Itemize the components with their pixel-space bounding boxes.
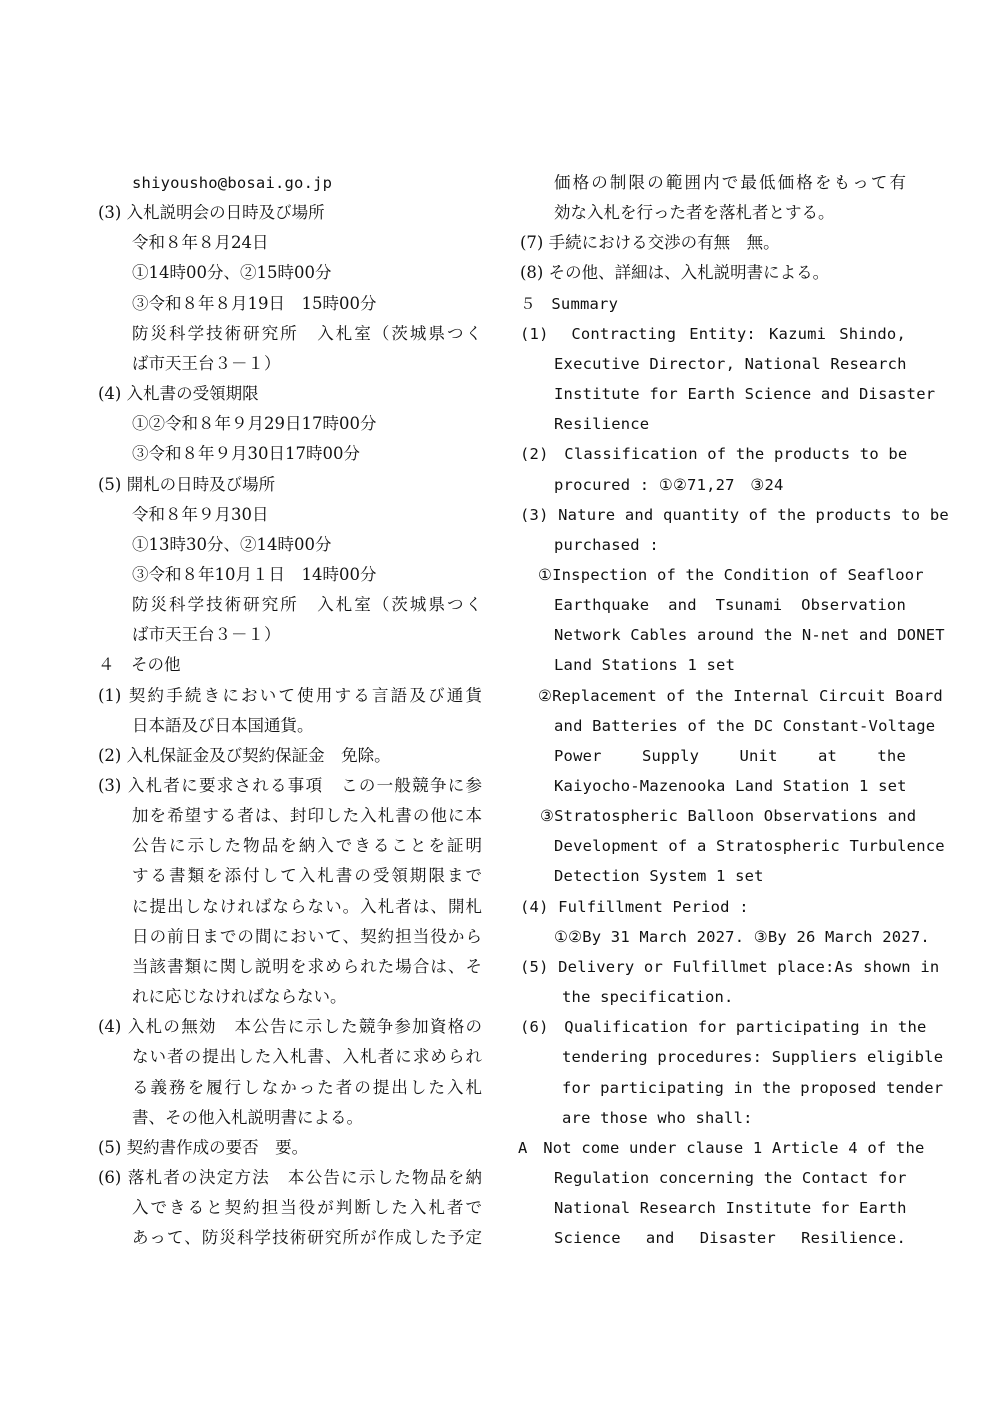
line-text: Detection System 1 set xyxy=(554,867,764,886)
text-line xyxy=(88,258,488,288)
line-text: ①②By 31 March 2027. ③By 26 March 2027. xyxy=(554,927,930,946)
text-line xyxy=(88,922,488,952)
text-line xyxy=(88,982,488,1012)
line-text: 効な入札を行った者を落札者とする。 xyxy=(554,203,835,223)
text-line xyxy=(88,228,488,258)
text-line xyxy=(88,409,488,439)
line-text: A Not come under clause 1 Article 4 of the xyxy=(518,1138,925,1157)
line-text: する書類を添付して入札書の受領期限まで xyxy=(132,866,482,886)
line-text: Science and Disaster Resilience. xyxy=(554,1229,906,1248)
line-text: (5) 契約書作成の要否 要。 xyxy=(98,1137,309,1157)
text-line xyxy=(512,470,912,500)
line-text: (7) 手続における交渉の有無 無。 xyxy=(520,233,780,253)
text-line xyxy=(512,228,912,258)
line-text: tendering procedures: Suppliers eligible xyxy=(562,1048,944,1067)
text-line xyxy=(512,590,912,620)
line-text: あって、防災科学技術研究所が作成した予定 xyxy=(132,1228,482,1248)
line-text: ③令和８年８月19日 15時00分 xyxy=(132,293,377,313)
text-line xyxy=(88,741,488,771)
line-text: purchased : xyxy=(554,535,659,554)
line-text: 日本語及び日本国通貨。 xyxy=(132,715,314,735)
line-text: ば市天王台３－１） xyxy=(132,353,281,373)
text-line xyxy=(512,409,912,439)
text-line xyxy=(88,620,488,650)
text-line xyxy=(88,711,488,741)
line-text: ①13時30分、②14時00分 xyxy=(132,534,332,554)
line-text: (1) Contracting Entity: Kazumi Shindo, xyxy=(520,324,906,343)
text-line xyxy=(88,1223,488,1253)
text-line xyxy=(512,861,912,891)
text-line xyxy=(512,922,930,952)
line-text: ない者の提出した入札書、入札者に求められ xyxy=(132,1047,482,1067)
text-line xyxy=(512,500,949,530)
text-line xyxy=(88,861,488,891)
text-line xyxy=(512,258,912,288)
line-text: (8) その他、詳細は、入札説明書による。 xyxy=(520,263,830,283)
text-line xyxy=(512,439,912,469)
text-line xyxy=(88,1103,488,1133)
text-line xyxy=(88,530,488,560)
line-text: ③令和８年９月30日17時00分 xyxy=(132,444,360,464)
line-text: 公告に示した物品を納入できることを証明 xyxy=(132,836,482,856)
text-line xyxy=(512,741,912,771)
text-line xyxy=(512,319,912,349)
line-text: Kaiyocho-Mazenooka Land Station 1 set xyxy=(554,777,907,795)
text-line xyxy=(512,650,912,680)
line-text: 当該書類に関し説明を求められた場合は、そ xyxy=(132,956,482,976)
line-text: (4) 入札の無効 本公告に示した競争参加資格の xyxy=(98,1017,482,1037)
line-text: ５ Summary xyxy=(520,294,619,313)
line-text: ②Replacement of the Internal Circuit Board xyxy=(538,686,943,705)
line-text: Development of a Stratospheric Turbulence xyxy=(554,837,945,856)
text-line xyxy=(88,379,488,409)
line-text: (4) Fulfillment Period : xyxy=(520,897,749,916)
text-line xyxy=(88,439,488,469)
text-line xyxy=(512,1103,912,1133)
line-text: (5) Delivery or Fulfillmet place:As shown in xyxy=(520,957,940,976)
line-text: 加を希望する者は、封印した入札書の他に本 xyxy=(132,806,482,826)
line-text: (2) Classification of the products to be xyxy=(520,445,908,464)
text-line xyxy=(512,831,945,861)
text-line xyxy=(88,1193,488,1223)
line-text: the specification. xyxy=(562,988,734,1007)
text-line xyxy=(512,289,912,319)
line-text: 令和８年９月30日 xyxy=(132,504,269,524)
line-text: are those who shall: xyxy=(562,1108,753,1127)
line-text: (6) 落札者の決定方法 本公告に示した物品を納 xyxy=(98,1167,482,1187)
text-line xyxy=(512,892,912,922)
text-line xyxy=(512,1042,944,1072)
line-text: (3) Nature and quantity of the products to be xyxy=(520,505,949,524)
line-text: 日の前日までの間において、契約担当役から xyxy=(132,926,482,946)
text-line xyxy=(88,319,488,349)
text-line xyxy=(88,1042,488,1072)
line-text: れに応じなければならない。 xyxy=(132,987,347,1007)
text-line xyxy=(512,1133,925,1163)
text-line xyxy=(512,1012,927,1042)
text-line xyxy=(88,1073,488,1103)
text-line xyxy=(512,1223,912,1253)
line-text: (2) 入札保証金及び契約保証金 免除。 xyxy=(98,745,391,765)
line-text: 令和８年８月24日 xyxy=(132,233,269,253)
text-line xyxy=(88,590,488,620)
text-line xyxy=(88,650,488,680)
text-line xyxy=(88,892,488,922)
text-line xyxy=(512,771,912,801)
line-text: Institute for Earth Science and Disaster xyxy=(554,385,936,404)
text-line xyxy=(512,620,945,650)
text-line xyxy=(88,681,488,711)
text-line xyxy=(512,198,912,228)
text-line xyxy=(88,952,488,982)
text-line xyxy=(512,349,912,379)
line-text: ば市天王台３－１） xyxy=(132,625,281,645)
line-text: shiyousho@bosai.go.jp xyxy=(132,174,333,192)
line-text: 防災科学技術研究所 入札室（茨城県つく xyxy=(132,595,482,615)
text-line xyxy=(512,1073,944,1103)
text-line xyxy=(88,801,488,831)
text-line xyxy=(88,1133,488,1163)
line-text: Network Cables around the N-net and DONET xyxy=(554,626,945,645)
line-text: Resilience xyxy=(554,415,650,434)
line-text: National Research Institute for Earth xyxy=(554,1199,907,1218)
line-text: Power Supply Unit at the xyxy=(554,746,906,765)
text-line xyxy=(512,952,940,982)
text-line xyxy=(88,349,488,379)
text-line xyxy=(88,289,488,319)
line-text: ③令和８年10月１日 14時00分 xyxy=(132,564,377,584)
text-line xyxy=(512,711,936,741)
line-text: 防災科学技術研究所 入札室（茨城県つく xyxy=(132,323,482,343)
line-text: (5) 開札の日時及び場所 xyxy=(98,474,276,494)
text-line xyxy=(512,1193,912,1223)
line-text: Land Stations 1 set xyxy=(554,656,736,675)
text-line xyxy=(512,168,912,198)
text-line xyxy=(88,1163,488,1193)
line-text: (3) 入札者に要求される事項 この一般競争に参 xyxy=(98,776,482,795)
line-text: ４ その他 xyxy=(98,655,181,675)
text-line xyxy=(512,982,912,1012)
line-text: (1) 契約手続きにおいて使用する言語及び通貨 xyxy=(98,685,482,705)
line-text: 価格の制限の範囲内で最低価格をもって有 xyxy=(554,173,906,192)
text-line xyxy=(88,198,488,228)
line-text: 入できると契約担当役が判断した入札者で xyxy=(132,1198,482,1218)
line-text: Earthquake and Tsunami Observation xyxy=(554,596,906,615)
line-text: (6) Qualification for participating in the xyxy=(520,1018,927,1037)
text-line xyxy=(88,1012,488,1042)
text-line xyxy=(88,560,488,590)
text-line xyxy=(512,801,917,831)
line-text: and Batteries of the DC Constant-Voltage xyxy=(554,716,936,735)
line-text: ③Stratospheric Balloon Observations and xyxy=(540,807,917,826)
line-text: (4) 入札書の受領期限 xyxy=(98,384,259,404)
line-text: 書、その他入札説明書による。 xyxy=(132,1107,363,1127)
line-text: procured : ①②71,27 ③24 xyxy=(554,475,784,494)
line-text: for participating in the proposed tender xyxy=(562,1078,944,1097)
text-line xyxy=(512,530,912,560)
text-line xyxy=(88,168,488,198)
text-line xyxy=(512,379,936,409)
text-line xyxy=(88,500,488,530)
text-line xyxy=(88,771,488,801)
text-line xyxy=(512,1163,912,1193)
line-text: (3) 入札説明会の日時及び場所 xyxy=(98,203,325,223)
line-text: ①②令和８年９月29日17時00分 xyxy=(132,414,377,434)
line-text: る義務を履行しなかった者の提出した入札 xyxy=(132,1077,482,1097)
line-text: Regulation concerning the Contact for xyxy=(554,1168,907,1187)
line-text: に提出しなければならない。入札者は、開札 xyxy=(132,896,482,916)
line-text: Executive Director, National Research xyxy=(554,354,907,373)
text-line xyxy=(512,560,924,590)
text-line xyxy=(512,681,943,711)
text-line xyxy=(88,831,488,861)
line-text: ①Inspection of the Condition of Seafloor xyxy=(538,565,924,584)
line-text: ①14時00分、②15時00分 xyxy=(132,263,332,283)
text-line xyxy=(88,470,488,500)
